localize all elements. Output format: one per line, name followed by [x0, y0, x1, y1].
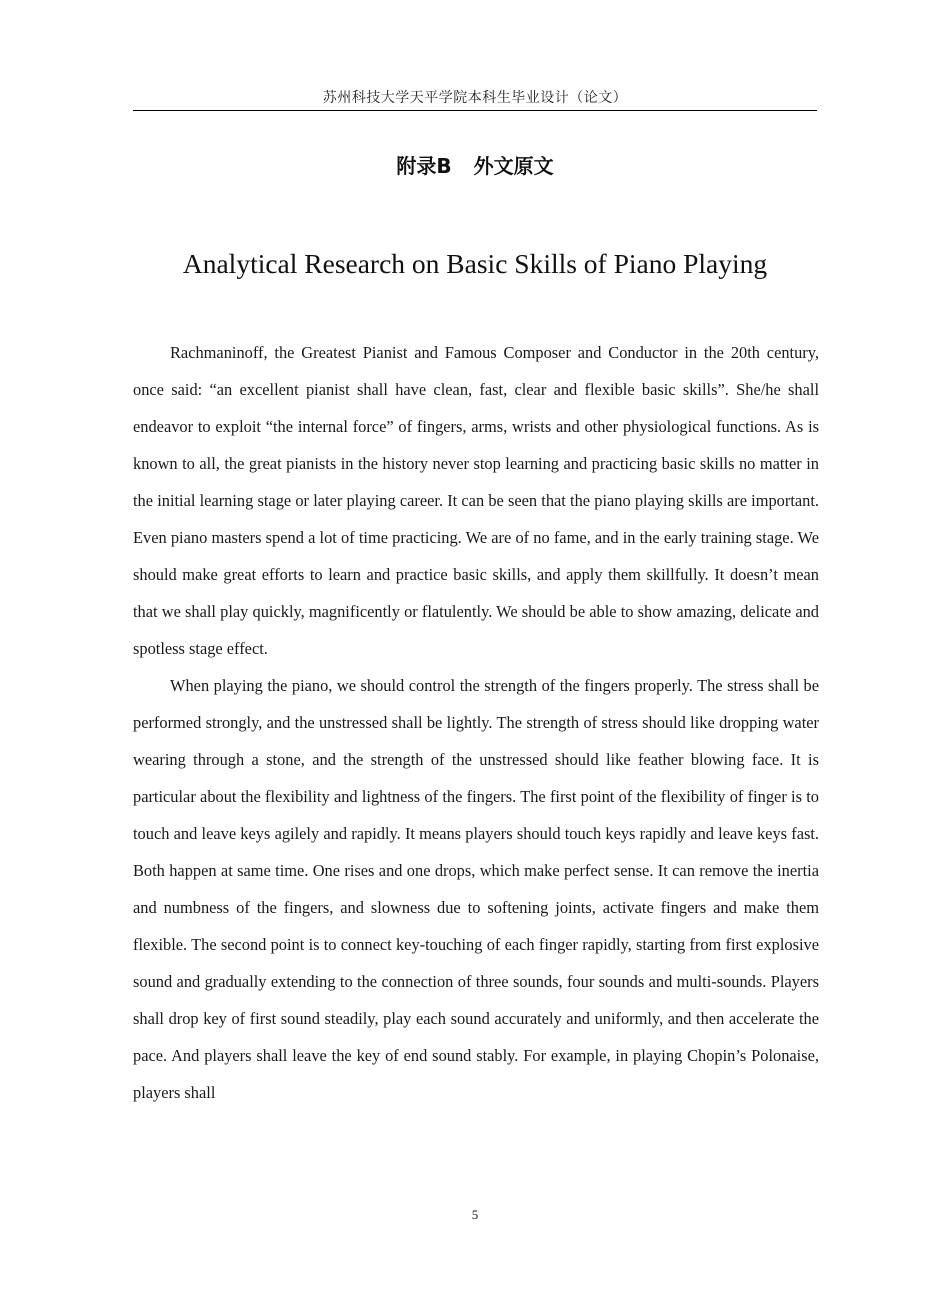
body-paragraph: When playing the piano, we should control the strength of the fingers properly. The stress shall be performed strongly, and the unstressed shall be lightly. The strength of stress should like dropping water wearing through a stone, and the strength of the unstressed should like feather blowing face. It is particular about the flexibility and lightness of the fingers. The first point of the flexibility of finger is to touch and leave keys agilely and rapidly. It means players should touch keys rapidly and leave keys fast. Both happen at same time. One rises and one drops, which make perfect sense. It can remove the inertia and numbness of the fingers, and slowness due to softening joints, activate fingers and make them flexible. The second point is to connect key-touching of each finger rapidly, starting from first explosive sound and gradually extending to the connection of three sounds, four sounds and multi-sounds. Players shall drop key of first sound steadily, play each sound accurately and uniformly, and then accelerate the pace. And players shall leave the key of end sound stably. For example, in playing Chopin’s Polonaise, players shall [133, 676, 819, 1102]
appendix-heading [133, 151, 817, 181]
appendix-label: 附录B [396, 154, 452, 178]
body-paragraph: Rachmaninoff, the Greatest Pianist and Famous Composer and Conductor in the 20th century, once said: “an excellent pianist shall have clean, fast, clear and flexible basic skills”. She/he shall endeavor to exploit “the internal force” of fingers, arms, wrists and other physiological functions. As is known to all, the great pianists in the history never stop learning and practicing basic skills no matter in the initial learning stage or later playing career. It can be seen that the piano playing skills are important. Even piano masters spend a lot of time practicing. We are of no fame, and in the early training stage. We should make great efforts to learn and practice basic skills, and apply them skillfully. It doesn’t mean that we shall play quickly, magnificently or flatulently. We should be able to show amazing, delicate and spotless stage effect. [133, 343, 819, 658]
running-header: 苏州科技大学天平学院本科生毕业设计（论文） [322, 90, 628, 106]
page-number: 5 [471, 1207, 479, 1222]
appendix-title: 外文原文 [473, 154, 554, 178]
header-divider [133, 110, 817, 111]
paper-title: Analytical Research on Basic Skills of Piano Playing [182, 248, 768, 279]
article-body [133, 334, 819, 1111]
